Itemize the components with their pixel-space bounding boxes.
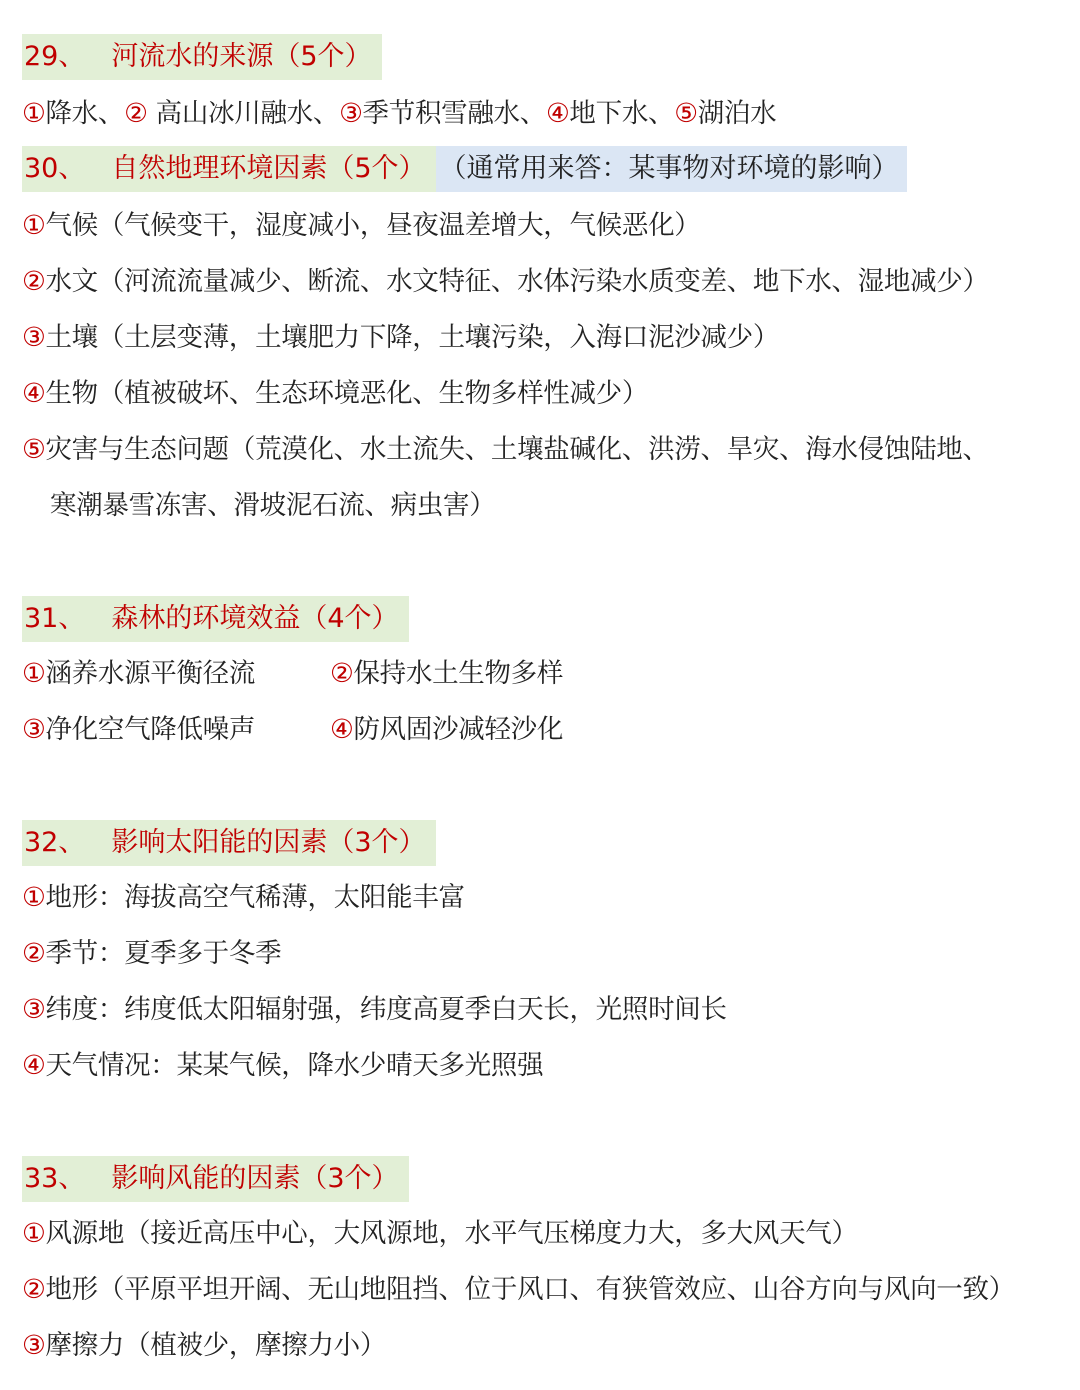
list-item bbox=[22, 878, 465, 918]
list-item-text: 水文（河流流量减少、断流、水文特征、水体污染水质变差、地下水、湿地减少） bbox=[45, 266, 989, 297]
list-marker: ④ bbox=[22, 378, 46, 409]
heading-number: 29、 bbox=[24, 41, 86, 72]
list-item-text: 保持水土生物多样 bbox=[353, 658, 564, 689]
list-item-text: 生物（植被破坏、生态环境恶化、生物多样性减少） bbox=[45, 378, 649, 409]
list-item-text: 高山冰川融水、 bbox=[147, 98, 340, 129]
heading-number: 32、 bbox=[24, 827, 86, 858]
list-item-text: 风源地（接近高压中心，大风源地，水平气压梯度力大，多大风天气） bbox=[45, 1218, 858, 1249]
section-29-sources bbox=[22, 94, 776, 134]
section-31-heading bbox=[22, 596, 409, 642]
list-item-text: 季节：夏季多于冬季 bbox=[45, 938, 282, 969]
list-item bbox=[22, 1214, 858, 1254]
section-33-heading bbox=[22, 1156, 409, 1202]
list-marker: ④ bbox=[22, 1050, 46, 1081]
list-marker: ③ bbox=[22, 714, 46, 745]
list-marker: ① bbox=[22, 882, 46, 913]
list-marker: ② bbox=[22, 938, 46, 969]
list-marker: ① bbox=[22, 1218, 46, 1249]
list-marker: ③ bbox=[22, 994, 46, 1025]
list-marker: ③ bbox=[22, 1330, 46, 1361]
list-item bbox=[22, 374, 648, 414]
list-item bbox=[22, 430, 989, 470]
list-item bbox=[22, 206, 700, 246]
heading-32 bbox=[22, 820, 436, 866]
heading-title: 自然地理环境因素（5个） bbox=[111, 153, 426, 184]
list-item-text: 防风固沙减轻沙化 bbox=[353, 714, 564, 745]
heading-number: 33、 bbox=[24, 1163, 86, 1194]
list-item bbox=[330, 654, 563, 694]
list-marker: ⑤ bbox=[22, 434, 46, 465]
list-item-text: 地形：海拔高空气稀薄，太阳能丰富 bbox=[45, 882, 465, 913]
list-item-text: 净化空气降低噪声 bbox=[45, 714, 256, 745]
list-marker: ③ bbox=[339, 98, 363, 129]
list-item-text: 涵养水源平衡径流 bbox=[45, 658, 256, 689]
list-item bbox=[22, 1046, 543, 1086]
list-marker: ⑤ bbox=[674, 98, 698, 129]
list-marker: ① bbox=[22, 210, 46, 241]
heading-title: 影响太阳能的因素（3个） bbox=[111, 827, 426, 858]
heading-31 bbox=[22, 596, 409, 642]
list-item-text: 地形（平原平坦开阔、无山地阻挡、位于风口、有狭管效应、山谷方向与风向一致） bbox=[45, 1274, 1015, 1305]
list-marker: ② bbox=[330, 658, 354, 689]
section-29-heading bbox=[22, 34, 382, 80]
list-marker: ③ bbox=[22, 322, 46, 353]
list-item-text: 气候（气候变干，湿度减小，昼夜温差增大，气候恶化） bbox=[45, 210, 701, 241]
list-item bbox=[330, 710, 563, 750]
list-row bbox=[22, 654, 564, 694]
heading-number: 30、 bbox=[24, 153, 86, 184]
list-item bbox=[22, 934, 281, 974]
heading-30 bbox=[22, 146, 436, 192]
list-item-text: 天气情况：某某气候，降水少晴天多光照强 bbox=[45, 1050, 544, 1081]
list-item bbox=[22, 318, 779, 358]
list-marker: ④ bbox=[545, 98, 570, 129]
heading-title: 影响风能的因素（3个） bbox=[111, 1163, 399, 1194]
list-item bbox=[22, 1270, 1015, 1310]
heading-title: 森林的环境效益（4个） bbox=[111, 603, 399, 634]
list-marker: ④ bbox=[330, 714, 354, 745]
list-item-text: 土壤（土层变薄，土壤肥力下降，土壤污染，入海口泥沙减少） bbox=[45, 322, 780, 353]
heading-33 bbox=[22, 1156, 409, 1202]
list-item bbox=[22, 1326, 386, 1366]
heading-title: 河流水的来源（5个） bbox=[111, 41, 372, 72]
list-item-text: 灾害与生态问题（荒漠化、水土流失、土壤盐碱化、洪涝、旱灾、海水侵蚀陆地、 bbox=[45, 434, 989, 465]
section-32-heading bbox=[22, 820, 436, 866]
section-30-heading bbox=[22, 146, 907, 192]
list-item-text: 地下水、 bbox=[569, 98, 675, 129]
list-item bbox=[22, 262, 989, 302]
list-marker: ① bbox=[22, 98, 46, 129]
list-row bbox=[22, 710, 564, 750]
list-item-text: 湖泊水 bbox=[697, 98, 777, 129]
list-item-continuation: 寒潮暴雪冻害、滑坡泥石流、病虫害） bbox=[50, 490, 496, 521]
list-item bbox=[22, 990, 727, 1030]
list-marker: ① bbox=[22, 658, 46, 689]
list-item-text: 摩擦力（植被少，摩擦力小） bbox=[45, 1330, 387, 1361]
list-item-text: 降水、 bbox=[45, 98, 125, 129]
list-marker: ② bbox=[124, 98, 148, 129]
list-item-text: 季节积雪融水、 bbox=[362, 98, 546, 129]
list-marker: ② bbox=[22, 266, 46, 297]
heading-note: （通常用来答：某事物对环境的影响） bbox=[436, 146, 907, 192]
heading-29 bbox=[22, 34, 382, 80]
list-item-text: 纬度：纬度低太阳辐射强，纬度高夏季白天长，光照时间长 bbox=[45, 994, 727, 1025]
list-marker: ② bbox=[22, 1274, 46, 1305]
heading-number: 31、 bbox=[24, 603, 86, 634]
